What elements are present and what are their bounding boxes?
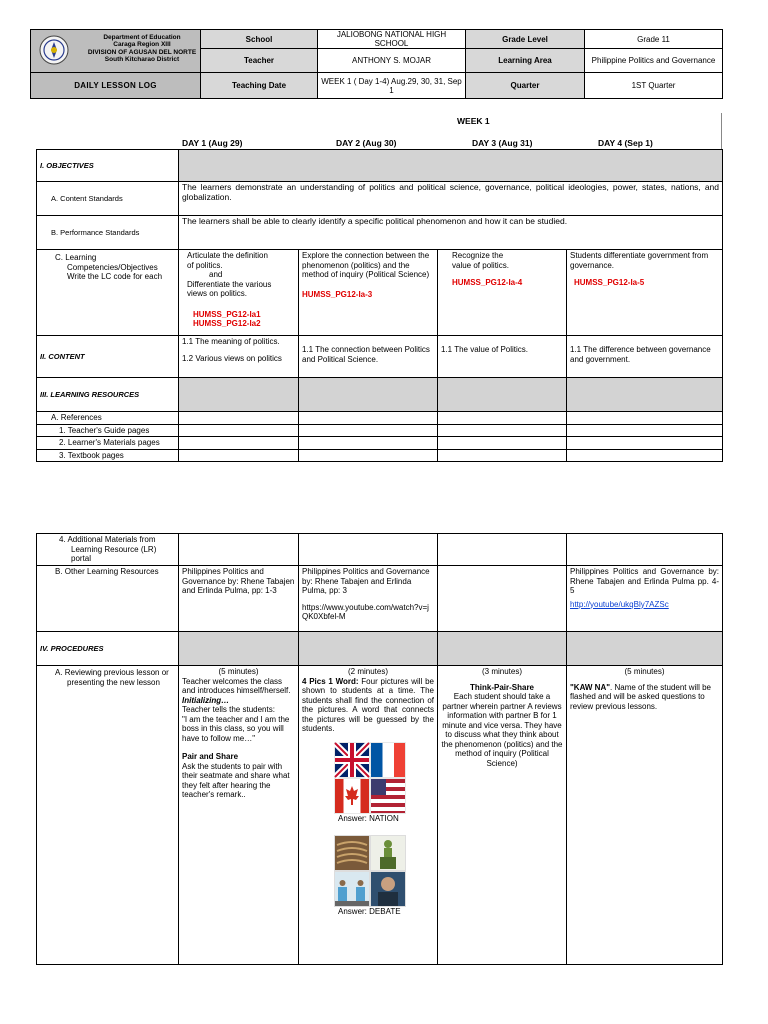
day3-procedure bbox=[438, 666, 567, 965]
resources-shade-3 bbox=[438, 378, 567, 412]
objectives-shade bbox=[179, 150, 723, 182]
quarter-label: Quarter bbox=[466, 73, 585, 99]
d2-competency-text: Explore the connection between the phenomenon (politics) and the method of inquiry (Political Science) bbox=[302, 251, 430, 279]
d1-quote: "I am the teacher and I am the boss in this class, so you will have to follow me…" bbox=[182, 714, 290, 743]
day2-heading: DAY 2 (Aug 30) bbox=[336, 138, 397, 148]
content-heading: II. CONTENT bbox=[37, 336, 179, 378]
d1-competency-line4: Differentiate the various bbox=[187, 279, 272, 289]
d1-competency-line3: and bbox=[209, 270, 223, 279]
performance-standards-label: B. Performance Standards bbox=[37, 216, 179, 250]
d1-teacher-tells: Teacher tells the students: bbox=[182, 705, 275, 714]
lc-label-line3: Write the LC code for each bbox=[67, 272, 163, 281]
references-label: A. References bbox=[37, 412, 179, 425]
d3-time: (3 minutes) bbox=[481, 667, 522, 676]
learning-competencies-label bbox=[37, 250, 179, 336]
content-standards-text: The learners demonstrate an understanding of politics and political science, governance, political ideologies, power, states, nations, and globalization. bbox=[179, 182, 723, 216]
school-value: JALIOBONG NATIONAL HIGH SCHOOL bbox=[318, 30, 466, 49]
division-name: DIVISION OF AGUSAN DEL NORTE bbox=[87, 48, 197, 56]
teaching-date-value: WEEK 1 ( Day 1-4) Aug.29, 30, 31, Sep 1 bbox=[318, 73, 466, 99]
day3-competency bbox=[438, 250, 567, 336]
district-name: South Kitcharao District bbox=[104, 56, 180, 63]
day2-content: 1.1 The connection between Politics and Political Science. bbox=[299, 336, 438, 378]
procedures-shade-3 bbox=[438, 632, 567, 666]
day1-procedure bbox=[179, 666, 299, 965]
d4-other-resources-text: Philippines Politics and Governance by: Rhene Tabajen and Erlinda Pulma pp. 4- 5 bbox=[570, 567, 719, 595]
week-label: WEEK 1 bbox=[457, 116, 490, 126]
assembly-hall-icon bbox=[335, 836, 369, 870]
d1-intro: Teacher welcomes the class and introduces himself/herself. bbox=[182, 676, 291, 695]
d2-answer-debate: Answer: DEBATE bbox=[338, 907, 401, 916]
day1-other-resources: Philippines Politics and Governance by: Rhene Tabajen and Erlinda Pulma, pp: 1-3 bbox=[179, 566, 299, 632]
day4-competency bbox=[567, 250, 723, 336]
d1-competency-line1: Articulate the definition bbox=[187, 251, 268, 260]
resources-shade-1 bbox=[179, 378, 299, 412]
flags-puzzle-image bbox=[334, 742, 406, 814]
lc-label-line2: Competencies/Objectives bbox=[67, 262, 158, 272]
d1-competency-line5: views on politics. bbox=[187, 289, 248, 298]
d1-initializing: Initializing… bbox=[182, 695, 230, 705]
d2-time: (2 minutes) bbox=[347, 667, 388, 676]
learning-resources-heading: III. LEARNING RESOURCES bbox=[37, 378, 179, 412]
d1-lc-code-1: HUMSS_PG12-Ia1 bbox=[193, 309, 261, 319]
debate-panel-icon bbox=[335, 872, 369, 906]
d3-think-pair-share-text: Each student should take a partner wherein partner A reviews information with partner B for 1 minute and vice versa. They have to discuss what they think about the phenomenon (politics) and the method of inquiry (Political Science) bbox=[441, 692, 563, 768]
d1-content-b: 1.2 Various views on politics bbox=[182, 353, 282, 363]
d4-time: (5 minutes) bbox=[624, 667, 665, 676]
d3-lc-code: HUMSS_PG12-Ia-4 bbox=[452, 278, 523, 287]
day1-competency bbox=[179, 250, 299, 336]
grade-level-value: Grade 11 bbox=[585, 30, 723, 49]
region-name: Caraga Region XIII bbox=[113, 41, 171, 48]
textbook-pages-label: 3. Textbook pages bbox=[37, 449, 179, 462]
d4-competency-text: Students differentiate government from governance. bbox=[570, 251, 709, 270]
d3-competency-line1: Recognize the bbox=[452, 251, 504, 260]
d2-answer-nation: Answer: NATION bbox=[338, 813, 399, 823]
day2-procedure bbox=[299, 666, 438, 965]
d2-lc-code: HUMSS_PG12-Ia-3 bbox=[302, 289, 373, 299]
d3-competency-line2: value of politics. bbox=[452, 260, 509, 270]
additional-materials-label bbox=[37, 534, 179, 566]
procedures-shade-2 bbox=[299, 632, 438, 666]
day3-content: 1.1 The value of Politics. bbox=[438, 336, 567, 378]
day2-other-resources bbox=[299, 566, 438, 632]
reviewing-label-line2: presenting the new lesson bbox=[67, 677, 160, 687]
daily-lesson-log-title: DAILY LESSON LOG bbox=[31, 73, 201, 99]
header-table bbox=[30, 29, 723, 99]
d2-youtube-url[interactable]: https://www.youtube.com/watch?v=jQK0Xbfel-M bbox=[302, 602, 429, 621]
d4-lc-code: HUMSS_PG12-Ia-5 bbox=[574, 278, 645, 287]
day4-procedure bbox=[567, 666, 723, 965]
additional-materials-line2: Learning Resource (LR) bbox=[71, 544, 157, 554]
canada-flag-icon bbox=[335, 779, 369, 813]
d1-content-a: 1.1 The meaning of politics. bbox=[182, 337, 280, 346]
reviewing-label-line1: A. Reviewing previous lesson or bbox=[55, 668, 169, 677]
school-label: School bbox=[201, 30, 318, 49]
d1-time: (5 minutes) bbox=[218, 667, 259, 676]
d1-competency-line2: of politics. bbox=[187, 260, 223, 270]
day2-competency bbox=[299, 250, 438, 336]
teacher-value: ANTHONY S. MOJAR bbox=[318, 49, 466, 73]
deped-seal-icon bbox=[39, 35, 69, 65]
d2-game-title: 4 Pics 1 Word: bbox=[302, 676, 359, 686]
day4-heading: DAY 4 (Sep 1) bbox=[598, 138, 653, 148]
week-divider bbox=[721, 113, 722, 149]
procedures-shade-4 bbox=[567, 632, 723, 666]
uk-flag-icon bbox=[335, 743, 369, 777]
d3-think-pair-share-title: Think-Pair-Share bbox=[469, 682, 534, 692]
resources-shade-4 bbox=[567, 378, 723, 412]
procedures-heading: IV. PROCEDURES bbox=[37, 632, 179, 666]
reviewing-lesson-label bbox=[37, 666, 179, 965]
procedures-shade-1 bbox=[179, 632, 299, 666]
lesson-table-top bbox=[36, 149, 723, 462]
d2-game-text: Four pictures will be shown to students at a time. The students shall find the connection of the pictures. A word that connects the pictures will be guessed by the students. bbox=[302, 676, 434, 733]
department-name: Department of Education bbox=[103, 33, 181, 41]
speaker-portrait-icon bbox=[371, 872, 405, 906]
d4-game-text: . Name of the student will be flashed and will be asked questions to review previous lessons. bbox=[570, 682, 711, 711]
teaching-date-label: Teaching Date bbox=[201, 73, 318, 99]
lesson-table-bottom bbox=[36, 533, 723, 965]
deped-header-block bbox=[31, 30, 201, 73]
debate-puzzle-image bbox=[334, 835, 406, 907]
day3-heading: DAY 3 (Aug 31) bbox=[472, 138, 533, 148]
other-resources-label: B. Other Learning Resources bbox=[37, 566, 179, 632]
d1-pair-share-title: Pair and Share bbox=[182, 752, 239, 761]
additional-materials-line3: portal bbox=[71, 554, 92, 563]
learning-area-label: Learning Area bbox=[466, 49, 585, 73]
france-flag-icon bbox=[371, 743, 405, 777]
learners-materials-label: 2. Learner's Materials pages bbox=[37, 437, 179, 450]
content-standards-label: A. Content Standards bbox=[37, 182, 179, 216]
lc-label-line1: C. Learning bbox=[55, 253, 97, 262]
d1-lc-code-2: HUMSS_PG12-Ia2 bbox=[193, 319, 261, 328]
d2-other-resources-text: Philippines Politics and Governance by: Rhene Tabajen and Erlinda Pulma, pp: 3 bbox=[302, 567, 430, 595]
podium-speaker-icon bbox=[371, 836, 405, 870]
grade-level-label: Grade Level bbox=[466, 30, 585, 49]
day1-heading: DAY 1 (Aug 29) bbox=[182, 138, 243, 148]
usa-flag-icon bbox=[371, 779, 405, 813]
resources-shade-2 bbox=[299, 378, 438, 412]
objectives-heading: I. OBJECTIVES bbox=[37, 150, 179, 182]
additional-materials-line1: 4. Additional Materials from bbox=[59, 535, 156, 544]
d1-pair-share-text: Ask the students to pair with their seatmate and share what they felt after hearing the teacher's remark.. bbox=[182, 761, 290, 799]
teacher-label: Teacher bbox=[201, 49, 318, 73]
d4-game-title: "KAW NA" bbox=[570, 682, 611, 692]
day4-content: 1.1 The difference between governance and government. bbox=[567, 336, 723, 378]
day1-content bbox=[179, 336, 299, 378]
day4-other-resources bbox=[567, 566, 723, 632]
d4-youtube-link[interactable]: http://youtube/ukqBly7AZSc bbox=[570, 599, 669, 609]
performance-standards-text: The learners shall be able to clearly identify a specific political phenomenon and how it can be studied. bbox=[179, 216, 723, 250]
teachers-guide-label: 1. Teacher's Guide pages bbox=[37, 424, 179, 437]
quarter-value: 1ST Quarter bbox=[585, 73, 723, 99]
learning-area-value: Philippine Politics and Governance bbox=[585, 49, 723, 73]
